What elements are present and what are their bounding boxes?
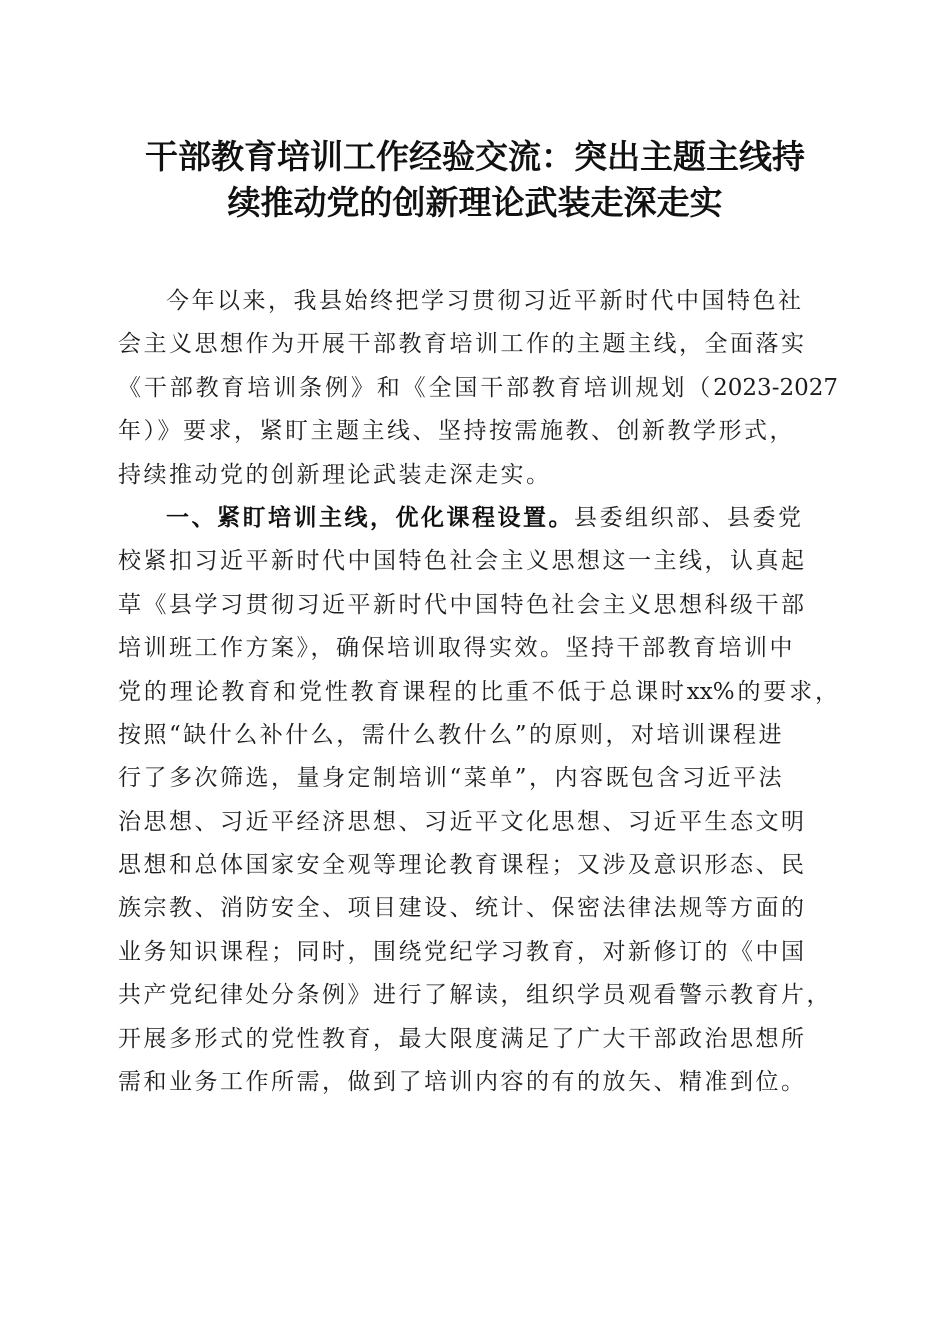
paragraph-line: 校紧扣习近平新时代中国特色社会主义思想这一主线，认真起 [118, 548, 807, 575]
paragraph-line: 行了多次筛选，量身定制培训“菜单”，内容既包含习近平法 [118, 765, 785, 792]
paragraph-line [118, 497, 838, 540]
section-1-paragraph [118, 497, 838, 1104]
paragraph-line: 族宗教、消防安全、项目建设、统计、保密法律法规等方面的 [118, 895, 807, 922]
paragraph-line: 持续推动党的创新理论武装走深走实。 [118, 461, 552, 488]
paragraph-line: 需和业务工作所需，做到了培训内容的有的放矢、精准到位。 [118, 1069, 807, 1096]
document-title [100, 134, 850, 226]
paragraph-line: 培训班工作方案》，确保培训取得实效。坚持干部教育培训中 [118, 635, 795, 662]
document-body [118, 280, 838, 1104]
paragraph-line: 会主义思想作为开展干部教育培训工作的主题主线，全面落实 [118, 331, 807, 358]
paragraph-line: 草《县学习贯彻习近平新时代中国特色社会主义思想科级干部 [118, 591, 807, 618]
paragraph-line: 党的理论教育和党性教育课程的比重不低于总课时xx%的要求， [118, 678, 838, 705]
paragraph-line: 治思想、习近平经济思想、习近平文化思想、习近平生态文明 [118, 808, 807, 835]
paragraph-line: 业务知识课程；同时，围绕党纪学习教育，对新修订的《中国 [118, 938, 807, 965]
title-line: 续推动党的创新理论武装走深走实 [227, 183, 723, 222]
title-line: 干部教育培训工作经验交流：突出主题主线持 [145, 137, 805, 176]
paragraph-line: 《干部教育培训条例》和《全国干部教育培训规划（2023-2027 [118, 374, 838, 401]
section-1-heading: 一、紧盯培训主线，优化课程设置。 [166, 504, 574, 531]
paragraph-line: 今年以来，我县始终把学习贯彻习近平新时代中国特色社 [166, 288, 804, 314]
intro-paragraph [118, 280, 838, 497]
paragraph-line: 共产党纪律处分条例》进行了解读，组织学员观看警示教育片， [118, 982, 832, 1009]
paragraph-line: 年）》要求，紧盯主题主线、坚持按需施教、创新教学形式， [118, 418, 795, 445]
paragraph-line: 按照“缺什么补什么，需什么教什么”的原则，对培训课程进 [118, 721, 785, 748]
paragraph-line: 开展多形式的党性教育，最大限度满足了广大干部政治思想所 [118, 1025, 807, 1052]
section-1-first-line-text: 县委组织部、县委党 [574, 504, 804, 531]
paragraph-line: 思想和总体国家安全观等理论教育课程；又涉及意识形态、民 [118, 852, 807, 879]
